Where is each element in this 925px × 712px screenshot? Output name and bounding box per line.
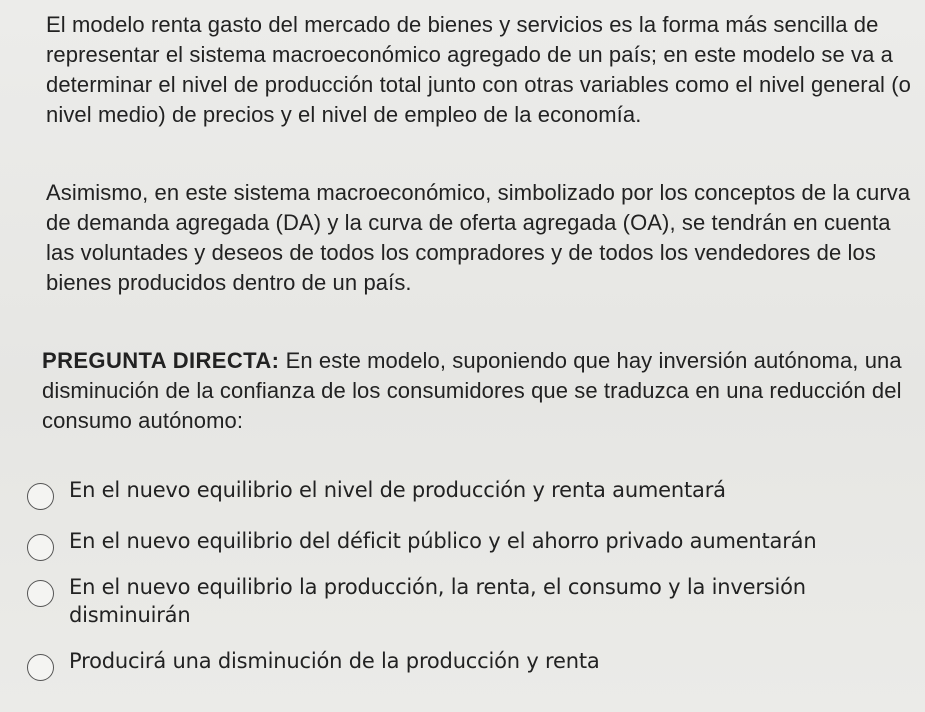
answer-option-label: En el nuevo equilibrio el nivel de producción y renta aumentará: [69, 478, 726, 502]
question-paragraph: [42, 346, 910, 436]
radio-button[interactable]: [27, 580, 54, 607]
answer-option-2[interactable]: [27, 527, 907, 555]
radio-button[interactable]: [27, 483, 54, 510]
answer-options: [27, 476, 907, 675]
answer-option-3[interactable]: [27, 573, 907, 629]
radio-button[interactable]: [27, 534, 54, 561]
radio-button[interactable]: [27, 654, 54, 681]
answer-option-1[interactable]: [27, 476, 907, 504]
context-paragraph: Asimismo, en este sistema macroeconómico, simbolizado por los conceptos de la curva de demanda agregada (DA) y la curva de oferta agregada (OA), se tendrán en cuenta las voluntades y deseos de todos los compradores y de todos los vendedores de los bienes producidos dentro de un país.: [46, 180, 911, 295]
answer-option-4[interactable]: [27, 647, 907, 675]
question-text: En este modelo, suponiendo que hay inversión autónoma, una disminución de la confianza de los consumidores que se traduzca en una reducción del consumo autónomo:: [42, 348, 902, 433]
question-lead: PREGUNTA DIRECTA:: [42, 348, 280, 373]
answer-option-label: En el nuevo equilibrio del déficit público y el ahorro privado aumentarán: [69, 529, 817, 553]
answer-option-label: En el nuevo equilibrio la producción, la renta, el consumo y la inversión disminuirán: [69, 575, 806, 627]
intro-paragraph: El modelo renta gasto del mercado de bienes y servicios es la forma más sencilla de representar el sistema macroeconómico agregado de un país; en este modelo se va a determinar el nivel de producción total junto con otras variables como el nivel general (o nivel medio) de precios y el nivel de empleo de la economía.: [46, 12, 912, 127]
answer-option-label: Producirá una disminución de la producción y renta: [69, 649, 600, 673]
